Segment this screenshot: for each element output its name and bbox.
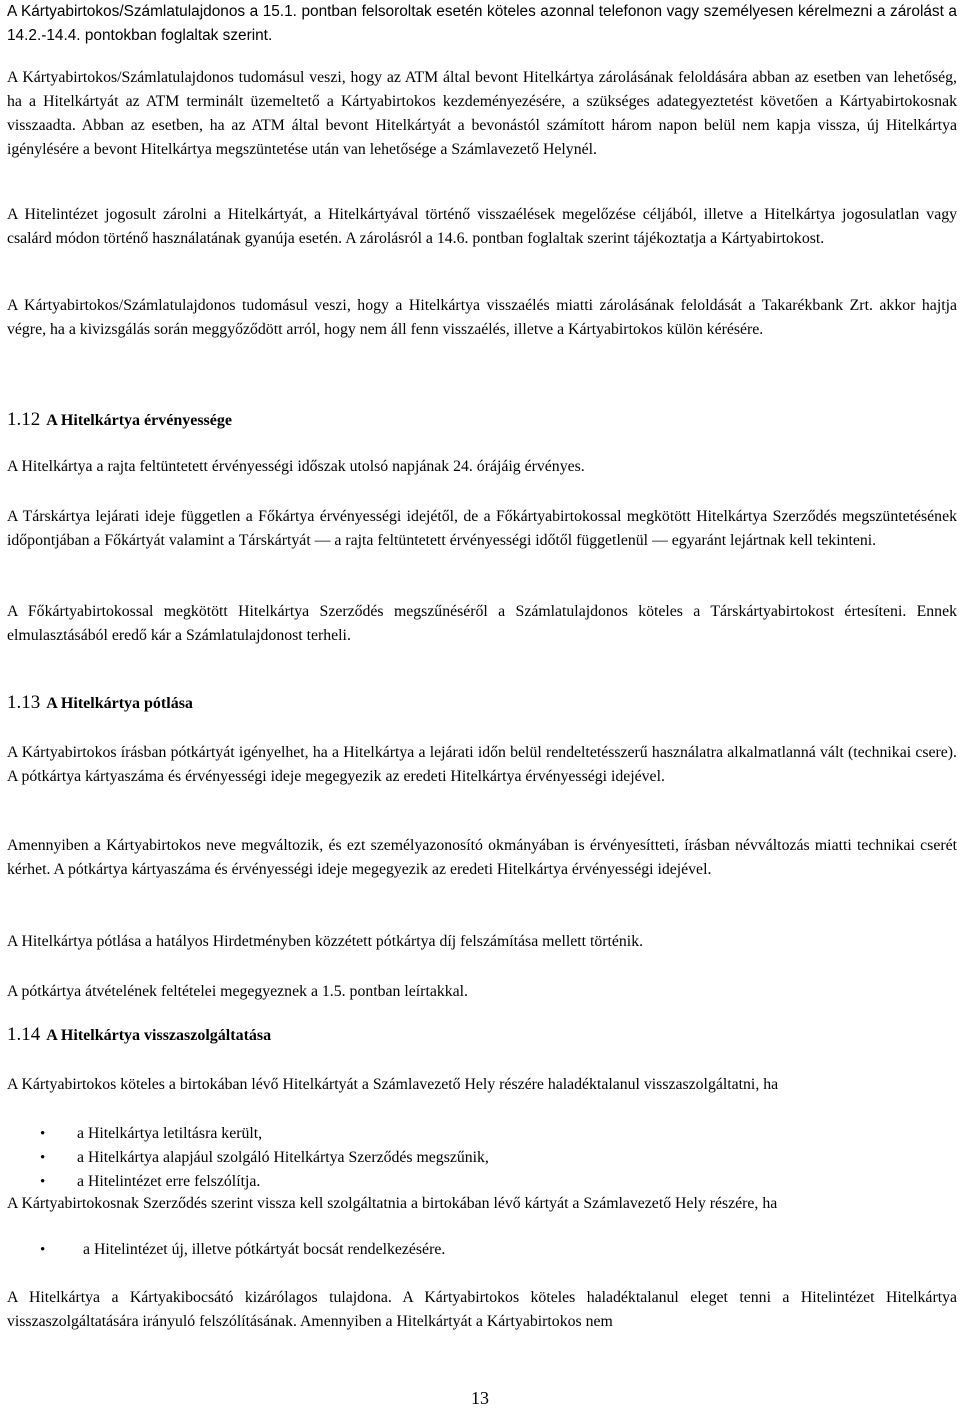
page-number: 13 (471, 1388, 489, 1408)
section-number: 1.13 (7, 692, 41, 713)
paragraph-validity: A Hitelkártya a rajta feltüntetett érvényességi időszak utolsó napjának 24. órájáig érvényes. (7, 458, 585, 475)
paragraph-contract-termination: A Főkártyabirtokossal megkötött Hitelkártya Szerződés megszűnéséről a Számlatulajdonos köteles a Társkártyabirtokost értesíteni. Ennek elmulasztásából eredő kár a Számlatulajdonost terheli. (7, 603, 957, 644)
paragraph-ownership: A Hitelkártya a Kártyakibocsátó kizárólagos tulajdona. A Kártyabirtokos köteles haladéktalanul eleget tenni a Hitelintézet Hitelkártya visszaszolgáltatására irányuló felszólításának. Amennyiben a Hitelkártyát a Kártyabirtokos nem (7, 1289, 957, 1330)
paragraph-name-change: Amennyiben a Kártyabirtokos neve megváltozik, és ezt személyazonosító okmányában is érvényesítteti, írásban névváltozás miatti technikai cserét kérhet. A pótkártya kártyaszáma és érvényességi ideje megegyezik az eredeti Hitelkártya érvényességi idejével. (7, 837, 957, 878)
paragraph-fraud-unblock: A Kártyabirtokos/Számlatulajdonos tudomásul veszi, hogy a Hitelkártya visszaélés miatti zárolásának feloldását a Takarékbank Zrt. akkor hajtja végre, ha a kivizsgálás során meggyőződött arról, hogy nem áll fenn visszaélés, illetve a Kártyabirtokos külön kérésére. (7, 297, 957, 338)
paragraph-atm-unlock: A Kártyabirtokos/Számlatulajdonos tudomásul veszi, hogy az ATM által bevont Hitelkártya zárolásának feloldására abban az esetben van lehetőség, ha a Hitelkártyát az ATM terminált üzemeltető a Kártyabirtokos kezdeményezésére, a szükséges adategyeztetést követően a Kártyabirtokosnak visszaadta. Abban az esetben, ha az ATM által bevont Hitelkártyát a bevonástól számított három napon belül nem kapja vissza, új Hitelkártya igénylésére a bevont Hitelkártya megszüntetése után van lehetősége a Számlavezető Helynél. (7, 69, 957, 158)
section-heading-1-12 (7, 408, 232, 433)
section-title: A Hitelkártya pótlása (46, 695, 193, 712)
paragraph-replacement-request: A Kártyabirtokos írásban pótkártyát igényelhet, ha a Hitelkártya a lejárati időn belül rendeltetésszerű használatra alkalmatlanná vált (technikai csere). A pótkártya kártyaszáma és érvényességi ideje megegyezik az eredeti Hitelkártya érvényességi idejével. (7, 744, 957, 785)
paragraph-replacement-fee: A Hitelkártya pótlása a hatályos Hirdetményben közzétett pótkártya díj felszámítása mellett történik. (7, 933, 644, 950)
section-title: A Hitelkártya érvényessége (46, 412, 232, 429)
list-item: • a Hitelintézet erre felszólítja. (7, 1170, 957, 1194)
section-number: 1.12 (7, 409, 41, 430)
paragraph-replacement-pickup: A pótkártya átvételének feltételei megegyeznek a 1.5. pontban leírtakkal. (7, 983, 468, 1000)
bullet-list-return-cases (7, 1122, 957, 1194)
paragraph-return-obligation: A Kártyabirtokos köteles a birtokában lévő Hitelkártyát a Számlavezető Hely részére haladéktalanul visszaszolgáltatni, ha (7, 1076, 779, 1093)
section-heading-1-13 (7, 691, 193, 716)
list-item: • a Hitelintézet új, illetve pótkártyát bocsát rendelkezésére. (7, 1238, 957, 1262)
bullet-icon: • (40, 1126, 46, 1142)
paragraph-bank-block: A Hitelintézet jogosult zárolni a Hitelkártyát, a Hitelkártyával történő visszaélések megelőzése céljából, illetve a Hitelkártya jogosulatlan vagy csalárd módon történő használatának gyanúja esetén. A zárolásról a 14.6. pontban foglaltak szerint tájékoztatja a Kártyabirtokost. (7, 206, 957, 247)
bullet-list-new-card (7, 1238, 957, 1262)
list-item: • a Hitelkártya alapjául szolgáló Hitelkártya Szerződés megszűnik, (7, 1146, 957, 1170)
section-heading-1-14 (7, 1023, 271, 1048)
section-number: 1.14 (7, 1024, 41, 1045)
bullet-icon: • (40, 1242, 46, 1258)
intro-paragraph: A Kártyabirtokos/Számlatulajdonos a 15.1. pontban felsoroltak esetén köteles azonnal telefonon vagy személyesen kérelmezni a zárolást a 14.2.-14.4. pontokban foglaltak szerint. (7, 3, 957, 44)
section-title: A Hitelkártya visszaszolgáltatása (46, 1027, 272, 1044)
bullet-icon: • (40, 1150, 46, 1166)
paragraph-contract-return: A Kártyabirtokosnak Szerződés szerint vissza kell szolgáltatnia a birtokában lévő kártyát a Számlavezető Hely részére, ha (7, 1195, 778, 1212)
paragraph-companion-card: A Társkártya lejárati ideje független a Főkártya érvényességi idejétől, de a Főkártyabirtokossal megkötött Hitelkártya Szerződés megszüntetésének időpontjában a Főkártyát valamint a Társkártyát — a rajta feltüntetett érvényességi időtől függetlenül — egyaránt lejártnak kell tekinteni. (7, 508, 957, 549)
list-item: • a Hitelkártya letiltásra került, (7, 1122, 957, 1146)
bullet-icon: • (40, 1174, 46, 1190)
